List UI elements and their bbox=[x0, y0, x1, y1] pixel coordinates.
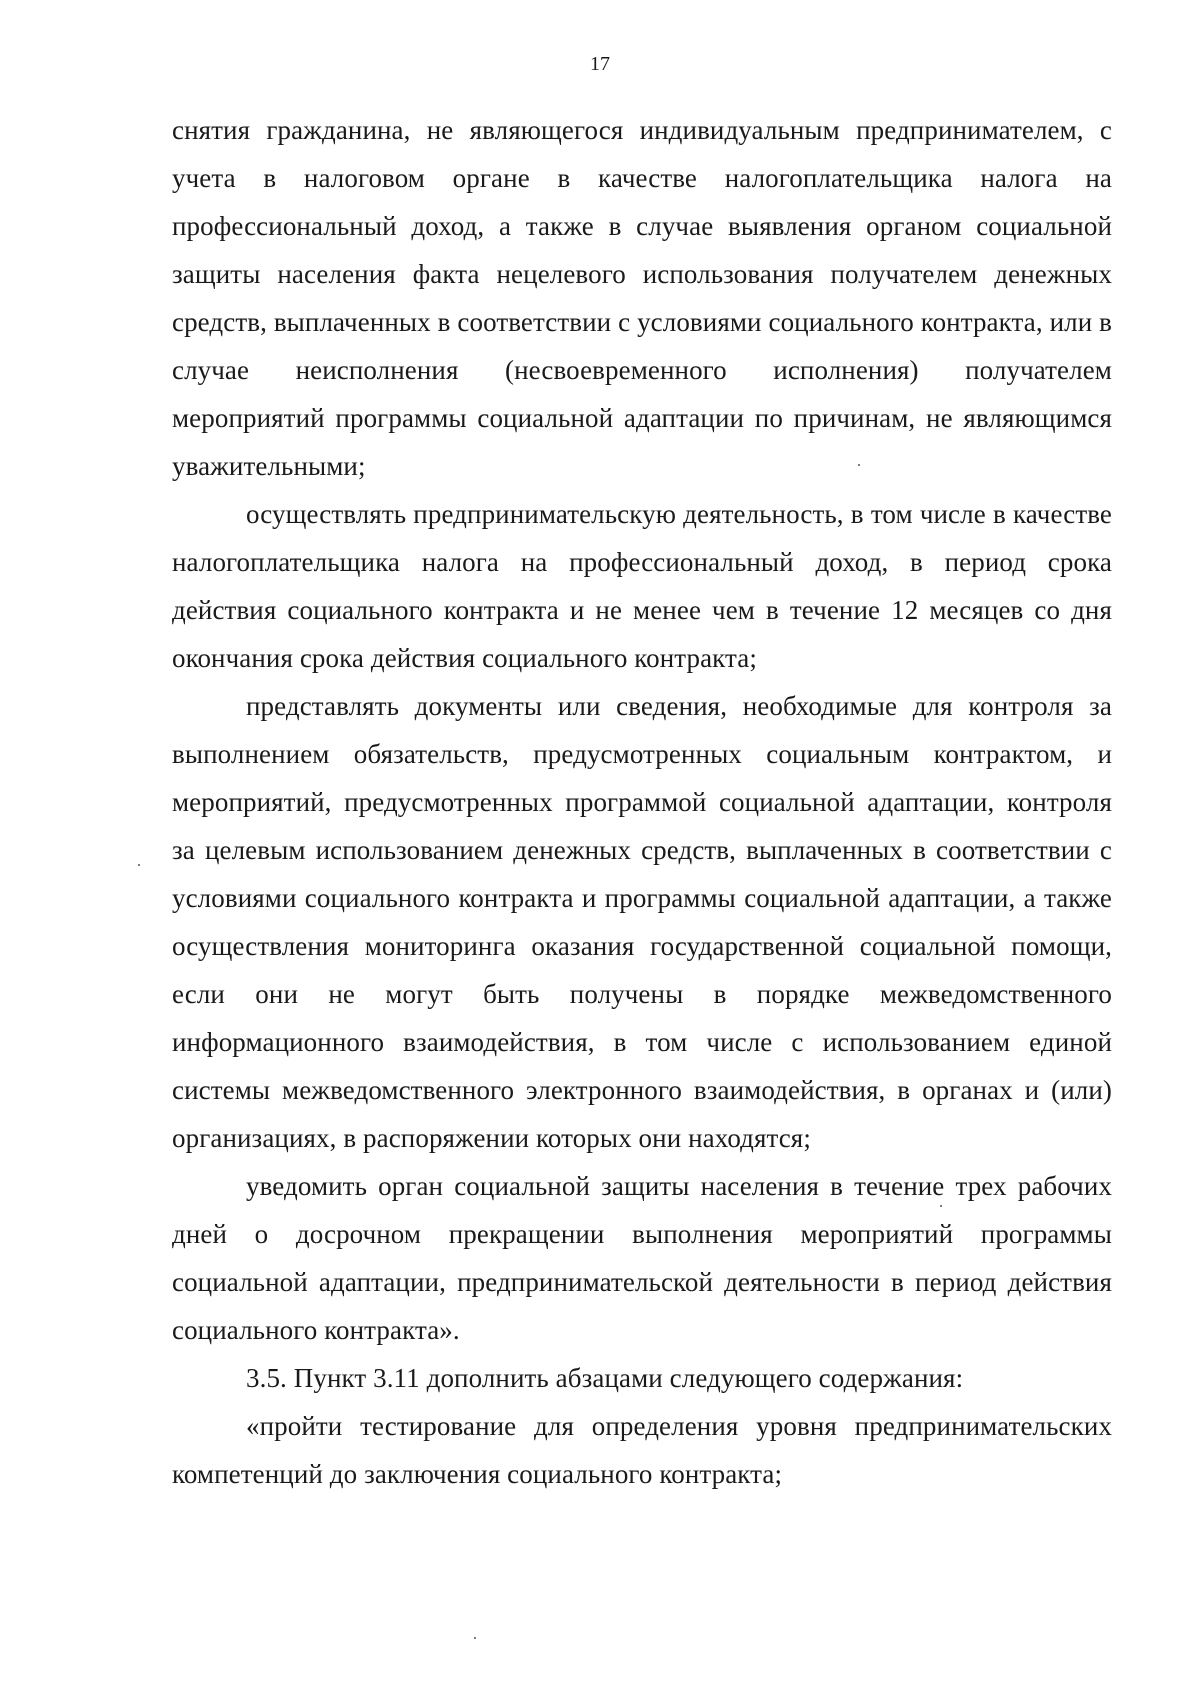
scan-speck bbox=[940, 1205, 942, 1207]
paragraph-continuation: снятия гражданина, не являющегося индивидуальным предпринимателем, с учета в налоговом органе в качестве налогоплательщика налога на профессиональный доход, а также в случае выявления органом социальной защиты населения факта нецелевого использования получателем денежных средств, выплаченных в соответствии с условиями социального контракта, или в случае неисполнения (несвоевременного исполнения) получателем мероприятий программы социальной адаптации по причинам, не являющимся уважительными; bbox=[172, 115, 1112, 481]
page-number: 17 bbox=[590, 53, 610, 75]
paragraph-documents: представлять документы или сведения, необходимые для контроля за выполнением обязательств, предусмотренных социальным контрактом, и мероприятий, предусмотренных программой социальной адаптации, контроля за целевым использованием денежных средств, выплаченных в соответствии с условиями социального контракта и программы социальной адаптации, а также осуществления мониторинга оказания государственной социальной помощи, если они не могут быть получены в порядке межведомственного информационного взаимодействия, в том числе с использованием единой системы межведомственного электронного взаимодействия, в органах и (или) организациях, в распоряжении которых они находятся; bbox=[172, 691, 1112, 1153]
paragraph-notify: уведомить орган социальной защиты населения в течение трех рабочих дней о досрочном прекращении выполнения мероприятий программы социальной адаптации, предпринимательской деятельности в период действия социального контракта». bbox=[172, 1171, 1112, 1345]
scan-speck bbox=[858, 464, 860, 466]
scan-speck bbox=[474, 1637, 476, 1639]
paragraph-entrepreneurship: осуществлять предпринимательскую деятельность, в том числе в качестве налогоплательщика налога на профессиональный доход, в период срока действия социального контракта и не менее чем в течение 12 месяцев со дня окончания срока действия социального контракта; bbox=[172, 499, 1112, 673]
paragraph-testing: «пройти тестирование для определения уровня предпринимательских компетенций до заключения социального контракта; bbox=[172, 1411, 1112, 1489]
paragraph-clause-3-5: 3.5. Пункт 3.11 дополнить абзацами следующего содержания: bbox=[246, 1363, 964, 1393]
scan-speck bbox=[138, 864, 140, 866]
document-body bbox=[172, 106, 1112, 1498]
